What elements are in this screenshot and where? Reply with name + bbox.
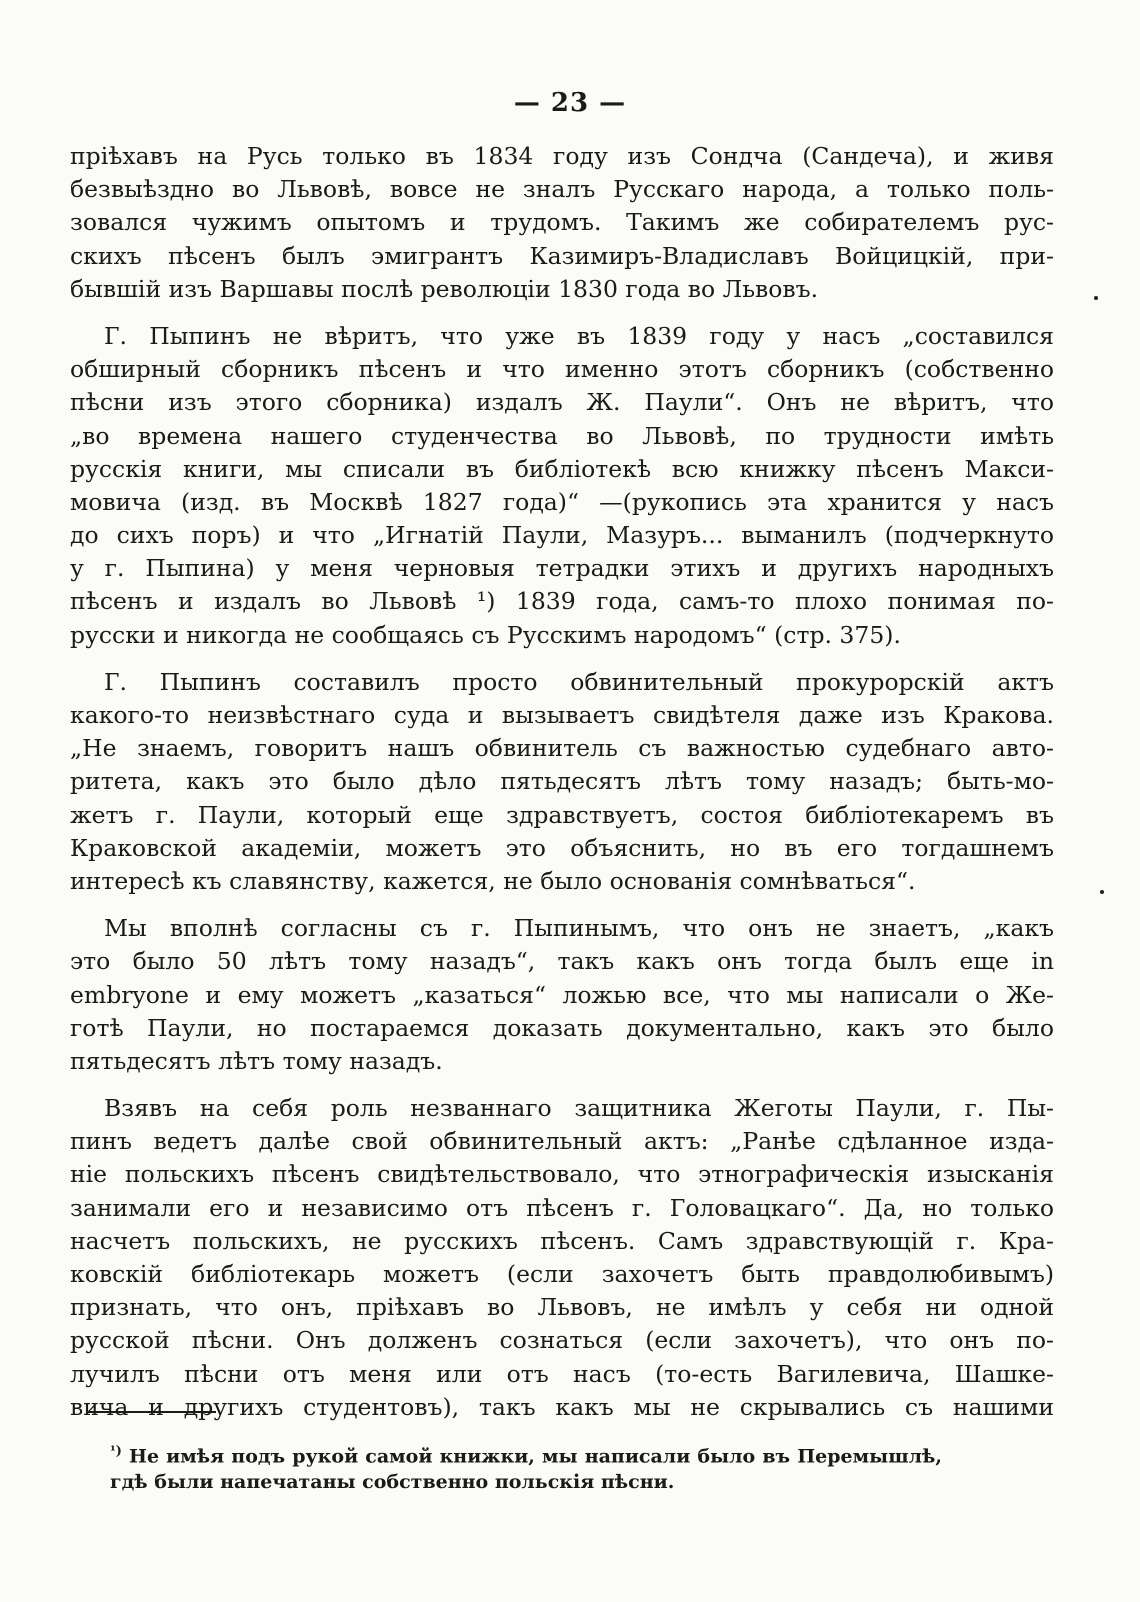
footnote-line	[110, 1436, 942, 1467]
text-line: „во времена нашего студенчества во Львовѣ, по трудности имѣть	[70, 421, 1054, 450]
footnote-text: Не имѣя подъ рукой самой книжки, мы написали было въ Перемышлѣ,	[129, 1445, 942, 1468]
text-line: ковскій библіотекарь можетъ (если захочетъ быть правдолюбивымъ)	[70, 1260, 1054, 1288]
text-line: какого-то неизвѣстнаго суда и вызываетъ свидѣтеля даже изъ Кракова.	[70, 701, 1054, 729]
print-speck	[1094, 296, 1098, 300]
text-line: Взявъ на себя роль незваннаго защитника Жеготы Паули, г. Пы-	[104, 1094, 1054, 1123]
text-line: жетъ г. Паули, который еще здравствуетъ, состоя библіотекаремъ въ	[70, 800, 1054, 829]
text-line: русскія книги, мы списали въ библіотекѣ всю книжку пѣсенъ Макси-	[70, 454, 1054, 483]
text-line: зовался чужимъ опытомъ и трудомъ. Такимъ же собирателемъ рус-	[70, 208, 1054, 237]
text-line: занимали его и независимо отъ пѣсенъ г. Головацкаго“. Да, но только	[70, 1193, 1054, 1222]
text-line: пріѣхавъ на Русь только въ 1834 году изъ Сондча (Сандеча), и живя	[70, 142, 1054, 170]
text-line: обширный сборникъ пѣсенъ и что именно этотъ сборникъ (собственно	[70, 355, 1054, 384]
main-text	[70, 140, 1054, 1438]
footnote-divider	[86, 1411, 216, 1413]
text-line: embryone и ему можетъ „казаться“ ложью все, что мы написали о Же-	[70, 980, 1054, 1009]
text-line: интересѣ къ славянству, кажется, не было основанія сомнѣваться“.	[70, 866, 916, 895]
paragraph-2	[70, 320, 1054, 652]
text-line: Г. Пыпинъ составилъ просто обвинительный прокурорскій актъ	[104, 667, 1054, 696]
text-line: пятьдесятъ лѣтъ тому назадъ.	[70, 1046, 443, 1075]
text-line: Краковской академіи, можетъ это объяснить, но въ его тогдашнемъ	[70, 833, 1054, 862]
text-line: насчетъ польскихъ, не русскихъ пѣсенъ. Самъ здравствующій г. Кра-	[70, 1226, 1054, 1255]
paragraph-5	[70, 1092, 1054, 1424]
text-line: Мы вполнѣ согласны съ г. Пыпинымъ, что онъ не знаетъ, „какъ	[104, 914, 1054, 943]
text-line: признать, что онъ, пріѣхавъ во Львовъ, не имѣлъ у себя ни одной	[70, 1293, 1054, 1322]
paragraph-3	[70, 666, 1054, 898]
text-line: до сихъ поръ) и что „Игнатій Паули, Мазуръ... выманилъ (подчеркнуто	[70, 521, 1054, 550]
text-line: русской пѣсни. Онъ долженъ сознаться (если захочетъ), что онъ по-	[70, 1326, 1054, 1355]
paragraph-1	[70, 140, 1054, 306]
footnote-mark: ¹)	[110, 1444, 122, 1459]
text-line: русски и никогда не сообщаясь съ Русскимъ народомъ“ (стр. 375).	[70, 620, 901, 649]
text-line: вича и другихъ студентовъ), такъ какъ мы не скрывались съ нашими	[70, 1392, 1054, 1421]
text-line: это было 50 лѣтъ тому назадъ“, такъ какъ онъ тогда былъ еще in	[70, 947, 1054, 976]
text-line: „Не знаемъ, говоритъ нашъ обвинитель съ важностью судебнаго авто-	[70, 734, 1054, 763]
text-line: скихъ пѣсенъ былъ эмигрантъ Казимиръ-Владиславъ Войцицкій, при-	[70, 241, 1054, 270]
text-line: мовича (изд. въ Москвѣ 1827 года)“ —(рукопись эта хранится у насъ	[70, 487, 1054, 516]
text-line: пѣсни изъ этого сборника) издалъ Ж. Паули“. Онъ не вѣритъ, что	[70, 388, 1054, 417]
text-line: безвыѣздно во Львовѣ, вовсе не зналъ Русскаго народа, а только поль-	[70, 175, 1054, 204]
footnote	[110, 1436, 942, 1498]
text-line: Г. Пыпинъ не вѣритъ, что уже въ 1839 году у насъ „составился	[104, 321, 1054, 350]
text-line: ніе польскихъ пѣсенъ свидѣтельствовало, что этнографическія изысканія	[70, 1160, 1054, 1189]
text-line: ритета, какъ это было дѣло пятьдесятъ лѣтъ тому назадъ; быть-мо-	[70, 767, 1054, 796]
print-speck	[1100, 890, 1104, 894]
page-number: — 23 —	[513, 88, 627, 118]
text-line: пѣсенъ и издалъ во Львовѣ ¹) 1839 года, самъ-то плохо понимая по-	[70, 587, 1054, 616]
text-line: лучилъ пѣсни отъ меня или отъ насъ (то-есть Вагилевича, Шашке-	[70, 1359, 1054, 1388]
footnote-line: гдѣ были напечатаны собственно польскія пѣсни.	[110, 1471, 675, 1493]
paragraph-4	[70, 912, 1054, 1078]
text-line: у г. Пыпина) у меня черновыя тетрадки этихъ и другихъ народныхъ	[70, 554, 1054, 583]
text-line: бывшій изъ Варшавы послѣ революціи 1830 года во Львовъ.	[70, 274, 819, 303]
text-line: готѣ Паули, но постараемся доказать документально, какъ это было	[70, 1013, 1054, 1042]
text-line: пинъ ведетъ далѣе свой обвинительный актъ: „Ранѣе сдѣланное изда-	[70, 1127, 1054, 1156]
